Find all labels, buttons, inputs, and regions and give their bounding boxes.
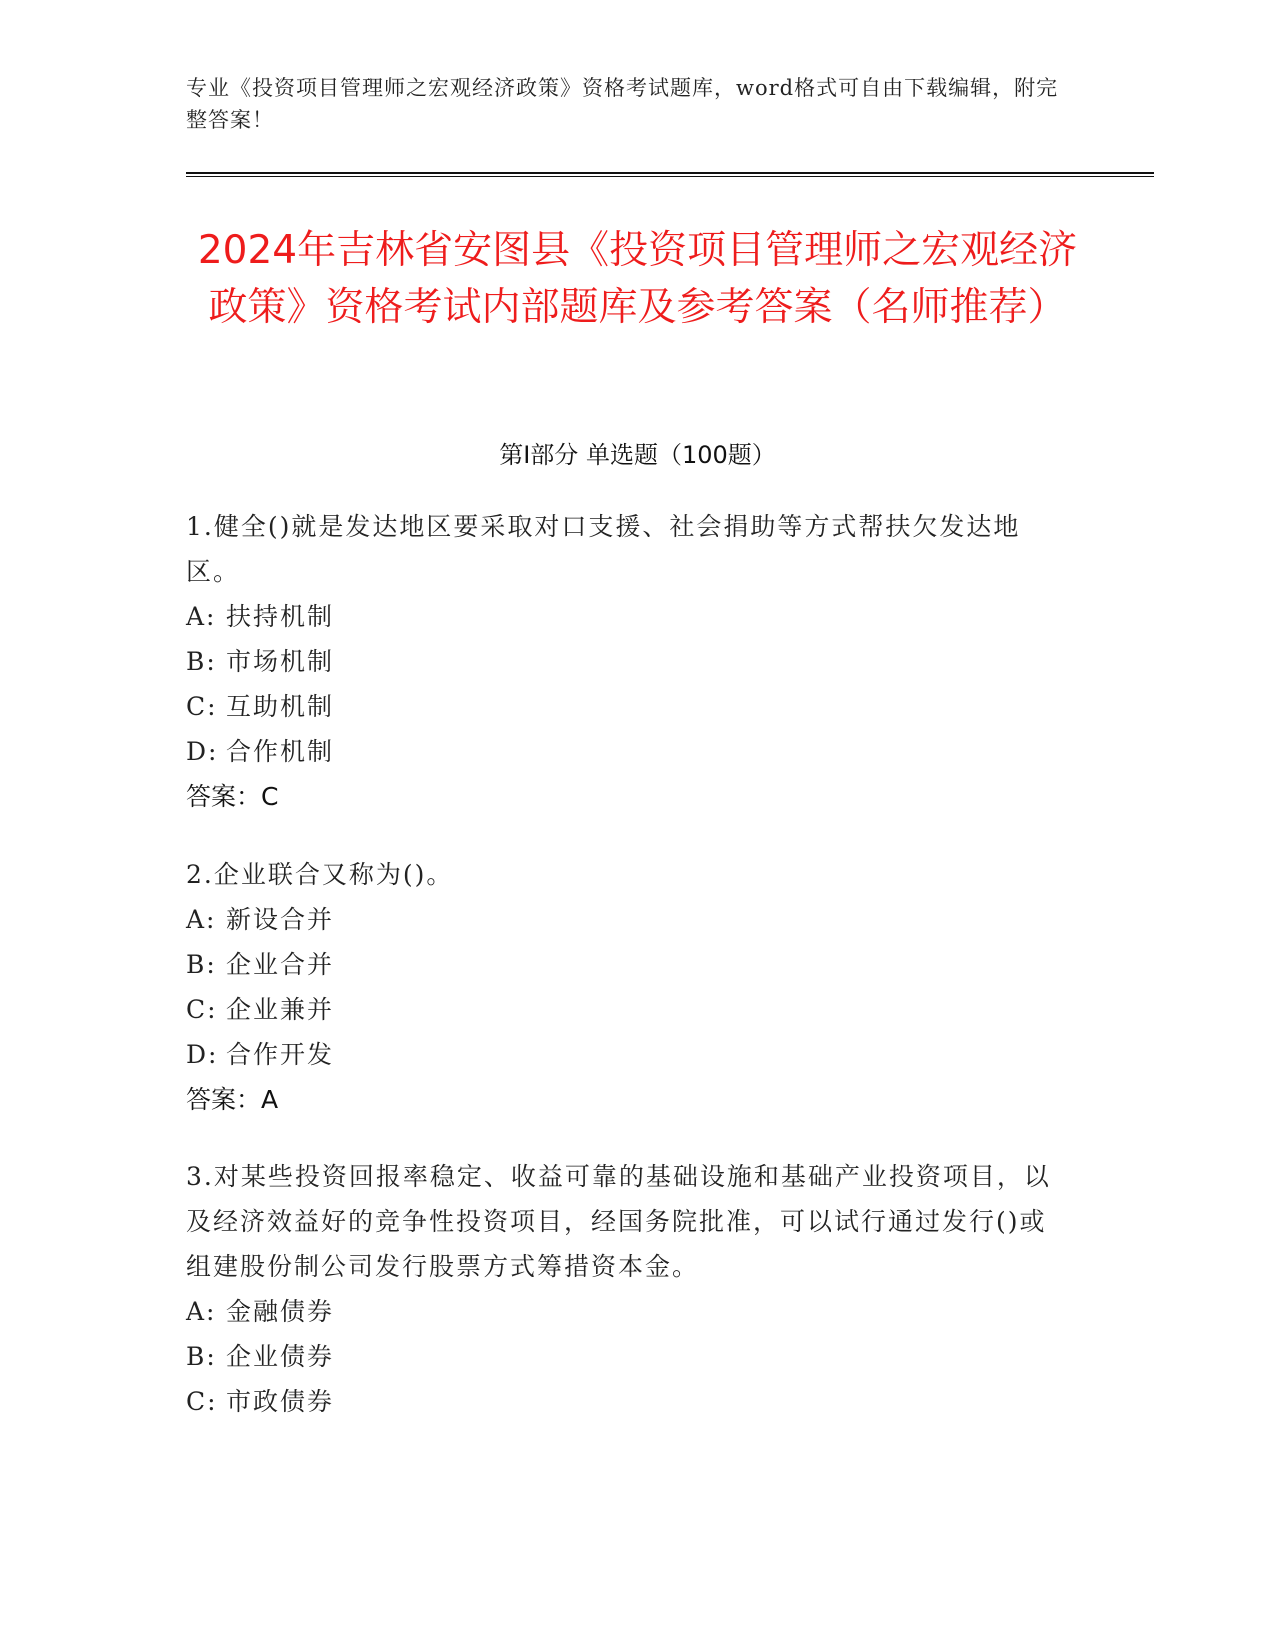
option-b xyxy=(186,1334,1066,1379)
option-key: D: xyxy=(186,737,219,766)
header-divider xyxy=(186,172,1154,174)
option-key: C: xyxy=(186,692,218,721)
option-text: 新设合并 xyxy=(226,905,335,934)
option-text: 合作机制 xyxy=(226,737,335,766)
document-title: 2024年吉林省安图县《投资项目管理师之宏观经济政策》资格考试内部题库及参考答案（名师推荐） xyxy=(197,228,1078,330)
answer: 答案：C xyxy=(186,782,279,811)
question-3 xyxy=(186,1154,1066,1424)
option-key: D: xyxy=(186,1040,219,1069)
option-key: B: xyxy=(186,950,217,979)
option-b xyxy=(186,639,1066,684)
question-stem: 2.企业联合又称为()。 xyxy=(186,860,454,889)
option-text: 企业合并 xyxy=(226,950,335,979)
option-key: A: xyxy=(186,602,217,631)
option-text: 金融债券 xyxy=(226,1297,335,1326)
option-key: B: xyxy=(186,647,217,676)
option-c xyxy=(186,987,1066,1032)
option-key: A: xyxy=(186,1297,217,1326)
option-a xyxy=(186,1289,1066,1334)
header-note: 专业《投资项目管理师之宏观经济政策》资格考试题库，word格式可自由下载编辑，附完整答案！ xyxy=(186,76,1059,132)
option-a xyxy=(186,594,1066,639)
option-text: 企业债券 xyxy=(226,1342,335,1371)
option-text: 市场机制 xyxy=(226,647,335,676)
option-text: 合作开发 xyxy=(226,1040,335,1069)
option-text: 市政债券 xyxy=(226,1387,335,1416)
option-key: C: xyxy=(186,995,218,1024)
question-2 xyxy=(186,852,1066,1122)
option-key: C: xyxy=(186,1387,218,1416)
header-divider-thin xyxy=(186,176,1154,177)
section-title: 第I部分 单选题（100题） xyxy=(499,441,776,469)
option-key: B: xyxy=(186,1342,217,1371)
question-1 xyxy=(186,504,1066,819)
question-stem: 1.健全()就是发达地区要采取对口支援、社会捐助等方式帮扶欠发达地区。 xyxy=(186,512,1021,586)
option-a xyxy=(186,897,1066,942)
option-c xyxy=(186,1379,1066,1424)
question-stem: 3.对某些投资回报率稳定、收益可靠的基础设施和基础产业投资项目，以及经济效益好的竞争性投资项目，经国务院批准，可以试行通过发行()或组建股份制公司发行股票方式筹措资本金。 xyxy=(186,1162,1051,1281)
option-text: 企业兼并 xyxy=(226,995,335,1024)
option-text: 扶持机制 xyxy=(226,602,335,631)
option-key: A: xyxy=(186,905,217,934)
option-c xyxy=(186,684,1066,729)
option-d xyxy=(186,1032,1066,1077)
answer: 答案：A xyxy=(186,1085,279,1114)
option-text: 互助机制 xyxy=(226,692,335,721)
option-b xyxy=(186,942,1066,987)
option-d xyxy=(186,729,1066,774)
